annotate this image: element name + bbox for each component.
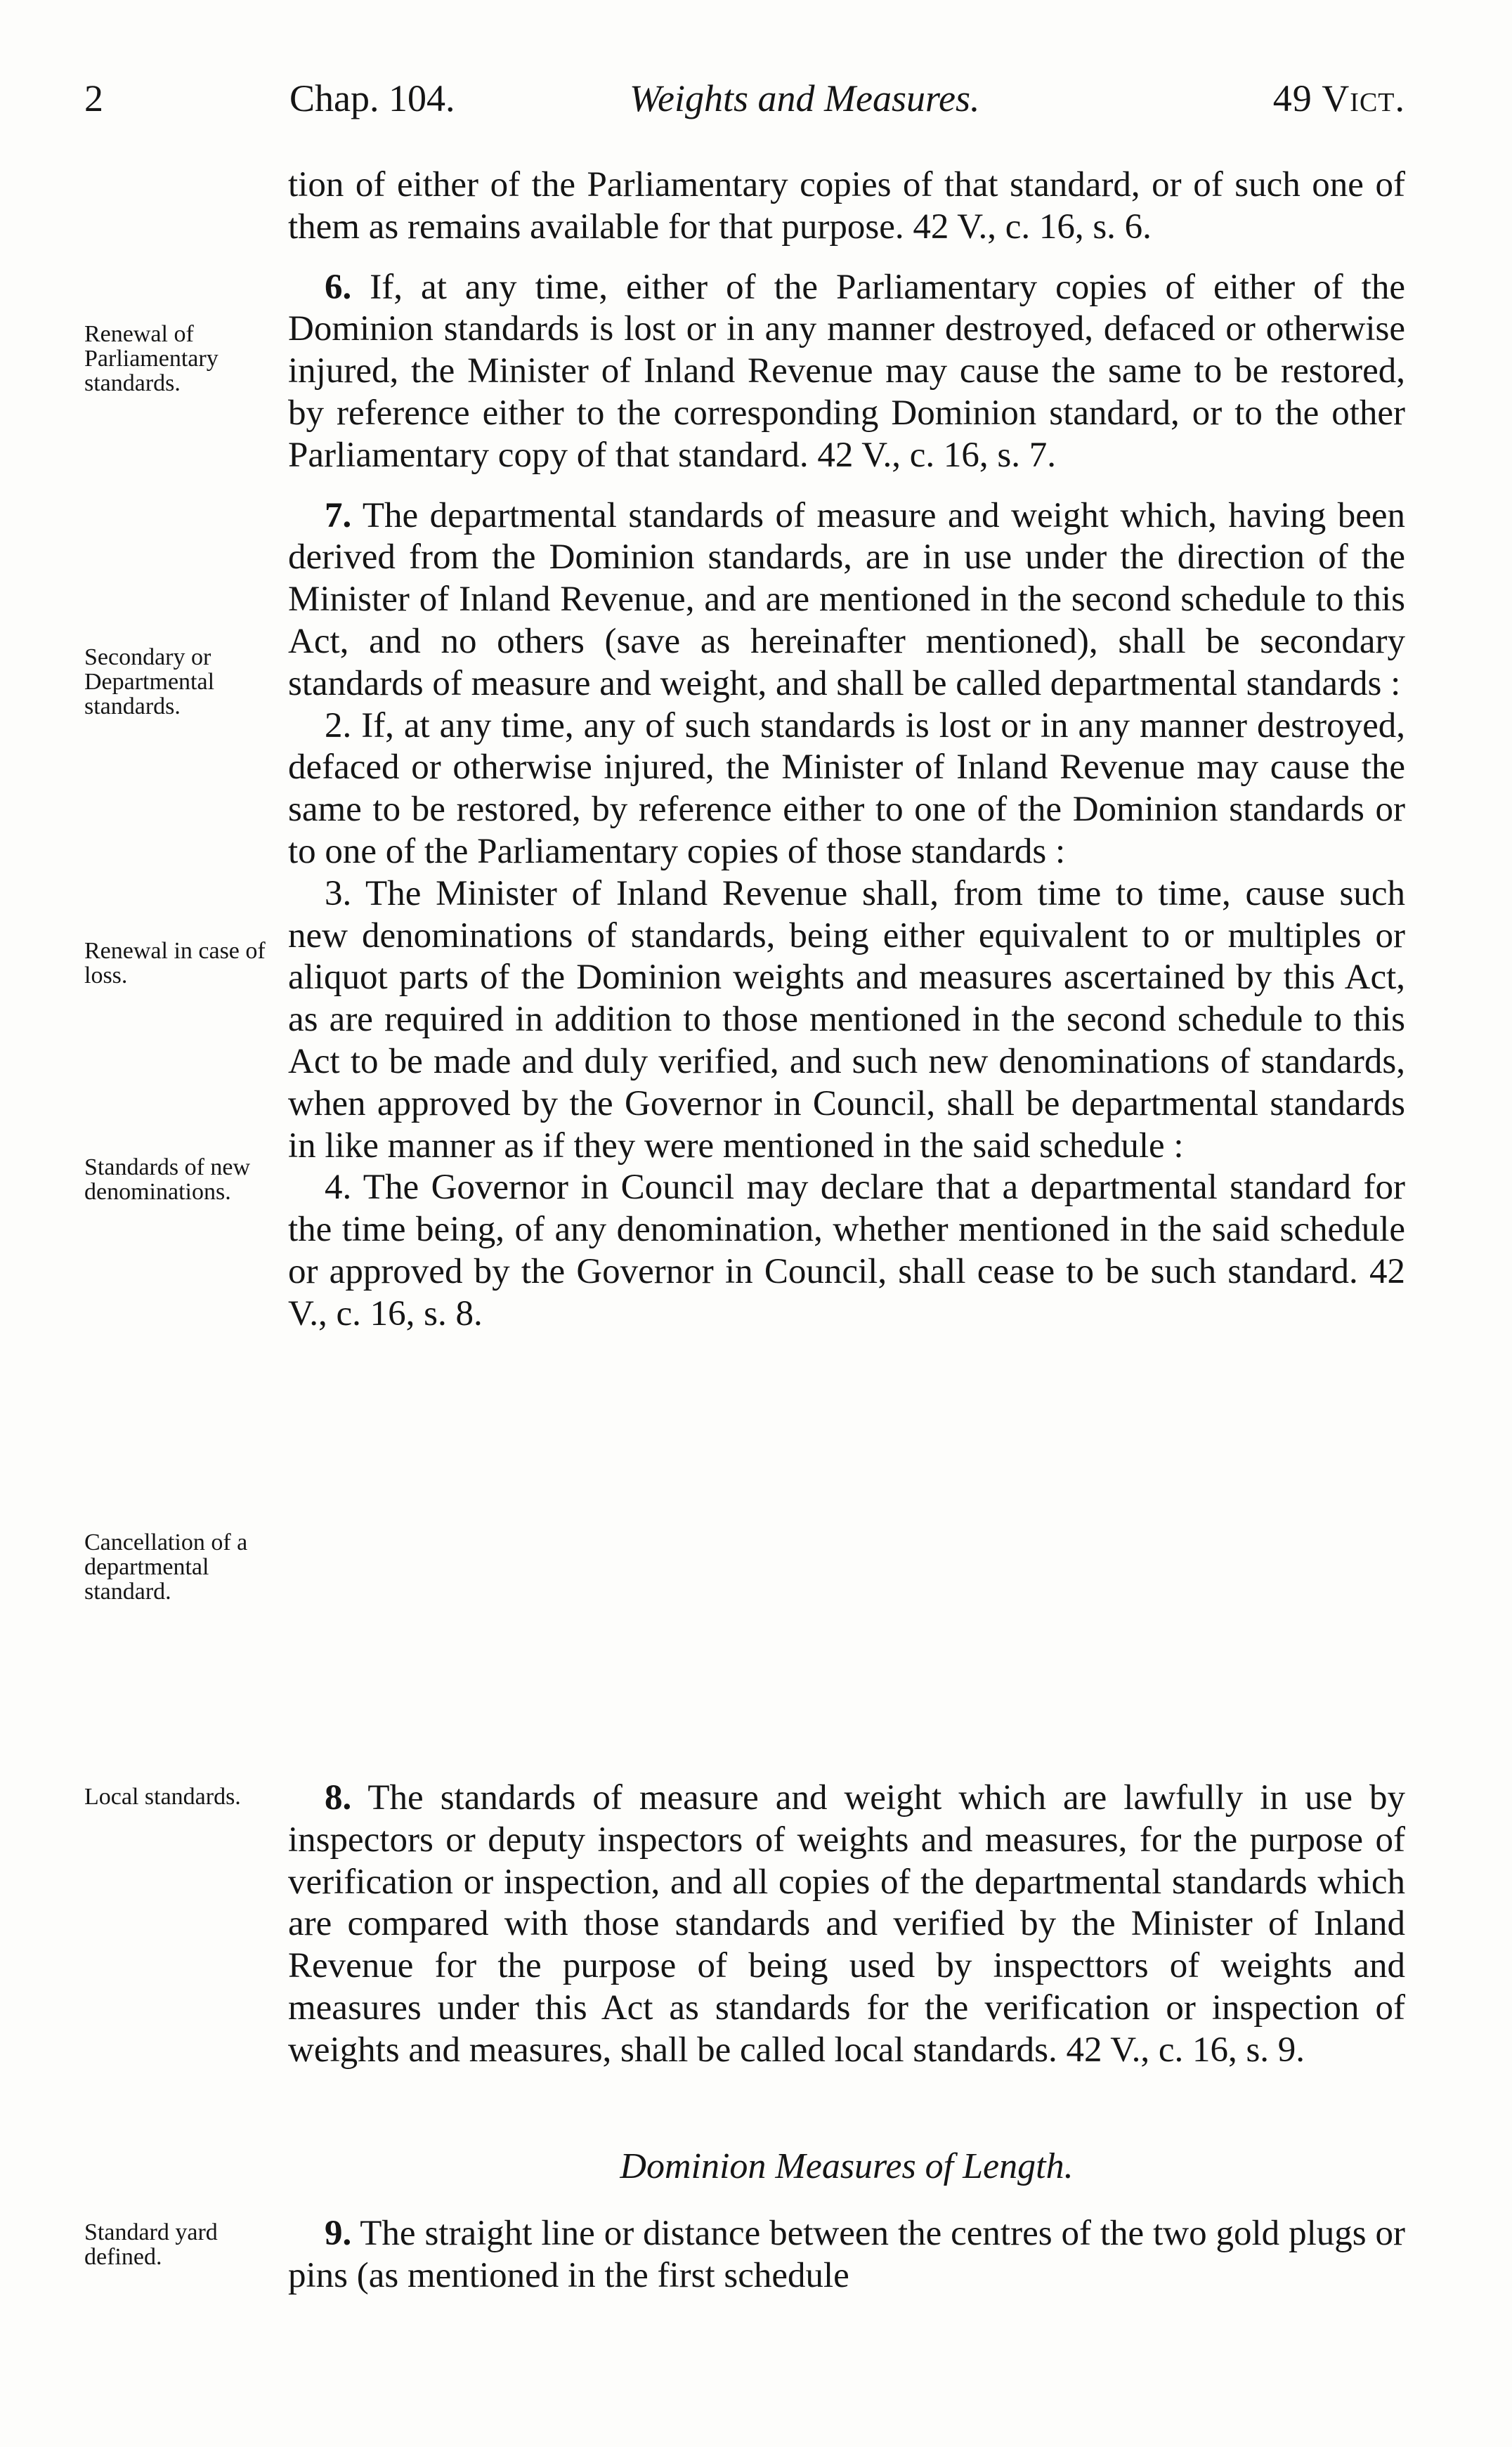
section-6 [288,267,1405,477]
section-number: 6. [325,267,352,307]
margin-note-local: Local standards. [84,1784,241,1810]
subsection-7-3: 3. The Minister of Inland Revenue shall, from time to time, cause such new denominations of standards, being either equivalent to or multiples or aliquot parts of the Dominion weights and measures ascertained by this Act, as are required in addition to those mentioned in the second schedule to this Act to be made and duly verified, and such new denominations of standards, when approved by the Governor in Council, shall be departmental standards in like manner as if they were mentioned in the said schedule : [288,873,1405,1166]
page-number: 2 [84,77,103,119]
section-number: 8. [325,1778,352,1818]
margin-note-new-denominations: Standards of new denominations. [84,1154,251,1205]
margin-note-renewal-parliamentary: Renewal of Parliamentary standards. [84,321,219,396]
margin-note-cancellation: Cancellation of a departmental standard. [84,1529,248,1605]
chapter-label: Chap. 104. [289,77,455,119]
section-heading: Dominion Measures of Length. [620,2146,1074,2186]
subsection-7-2: 2. If, at any time, any of such standards is lost or in any manner destroyed, defaced or otherwise injured, the Minister of Inland Revenue may cause the same to be restored, by reference either to one of the Dominion standards or to one of the Parliamentary copies of those standards : [288,705,1405,871]
section-text: If, at any time, either of the Parliamentary copies of either of the Dominion standards is lost or in any manner destroyed, defaced or otherwise injured, the Minister of Inland Revenue may cause the same to be restored, by reference either to the corresponding Dominion standard, or to the other Parliamentary copy of that standard. 42 V., c. 16, s. 7. [288,267,1405,475]
section-text: The straight line or distance between the centres of the two gold plugs or pins (as mentioned in the first schedule [288,2214,1405,2295]
text-block-bottom [288,2213,1405,2297]
text-block-upper [288,164,1405,1336]
section-9 [288,2213,1405,2297]
section-number: 9. [325,2214,352,2253]
section-number: 7. [325,495,352,535]
continued-paragraph: tion of either of the Parliamentary copies of that standard, or of such one of them as remains available for that purpose. 42 V., c. 16, s. 6. [288,165,1405,247]
section-7 [288,495,1405,705]
subsection-7-4: 4. The Governor in Council may declare that a departmental standard for the time being, of any denomination, whether mentioned in the said schedule or approved by the Governor in Council, shall cease to be such standard. 42 V., c. 16, s. 8. [288,1168,1405,1333]
section-text: The departmental standards of measure and weight which, having been derived from the Dominion standards, are in use under the direction of the Minister of Inland Revenue, and are mentioned in the second schedule to this Act, and no others (save as hereinafter mentioned), shall be secondary standards of measure and weight, and shall be called departmental standards : [288,495,1405,703]
regnal-year: 49 Vict. [1272,77,1405,119]
running-title: Weights and Measures. [630,77,980,119]
section-8 [288,1777,1405,2072]
margin-note-secondary-departmental: Secondary or Departmental standards. [84,644,215,719]
text-block-lower [288,1777,1405,2072]
section-text: The standards of measure and weight which are lawfully in use by inspectors or deputy inspectors of weights and measures, for the purpose of verification or inspection, and all copies of the departmental standards which are compared with those standards and verified by the Minister of Inland Revenue for the purpose of being used by inspecttors of weights and measures under this Act as standards for the verification or inspection of weights and measures, shall be called local standards. 42 V., c. 16, s. 9. [288,1778,1405,2070]
margin-note-renewal-loss: Renewal in case of loss. [84,938,266,988]
margin-note-standard-yard: Standard yard defined. [84,2219,218,2270]
